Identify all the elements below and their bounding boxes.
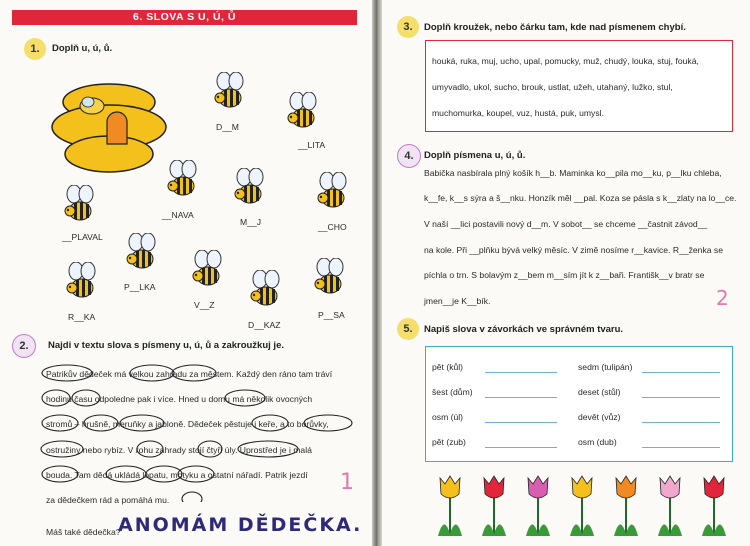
task-number-1: 1. (24, 38, 46, 60)
exercise-prompt: sedm (tulipán) (578, 362, 633, 372)
exercise-prompt: devět (vůz) (578, 412, 621, 422)
answer-line[interactable] (485, 447, 557, 448)
task-number-4: 4. (397, 144, 421, 168)
word-blank: __NAVA (162, 210, 194, 220)
bee-icon (165, 160, 205, 200)
text-line: umyvadlo, ukol, sucho, brouk, ustlat, užeh, utahaný, lužko, stul, (432, 82, 673, 92)
answer-line[interactable] (642, 372, 720, 373)
bee-icon (190, 250, 230, 290)
word-blank: M__J (240, 217, 262, 227)
text-line: píchla o trn. S bolavým z__bem m__sím jít k z__baři. Františk__v bratr se (424, 270, 705, 280)
exercise-prompt: pět (kůl) (432, 362, 464, 372)
text-line: Patrikův dědeček má velkou zahradu za městem. Každý den ráno tam tráví (46, 369, 333, 379)
book-spine (372, 0, 382, 546)
word-blank: P__SA (318, 310, 345, 320)
grade-mark: 2 (716, 286, 729, 310)
answer-line[interactable] (485, 422, 557, 423)
text-line: Babička nasbírala plný košík h__b. Maminka ko__pila mo__ku, p__lku chleba, (424, 168, 722, 178)
task-4-instruction: Doplň písmena u, ú, ů. (424, 150, 526, 161)
text-line: V naší __lici postavili nový d__m. V sobot__ se chceme __častnit závod__ (424, 219, 708, 229)
text-line: stromů – hrušně, meruňky a jabloně. Dědeček pěstuje i keře, a to borůvky, (46, 419, 329, 429)
left-page (0, 0, 372, 546)
text-line: za dědečkem rád a pomáhá mu. (46, 495, 170, 505)
exercise-prompt: šest (dům) (432, 387, 473, 397)
page-title: 6. SLOVA S U, Ú, Ů (12, 10, 357, 25)
word-blank: P__LKA (124, 282, 156, 292)
word-blank: R__KA (68, 312, 96, 322)
text-line: na kole. Při __plňku bývá velký měsíc. V zimě nosíme r__kavice. R__ženka se (424, 245, 724, 255)
beehive-illustration (50, 72, 168, 177)
task-number-3: 3. (397, 16, 419, 38)
answer-line[interactable] (642, 397, 720, 398)
word-blank: __CHO (318, 222, 347, 232)
answer-line[interactable] (485, 372, 557, 373)
grade-mark: 1 (340, 470, 354, 495)
text-line: ostružiny nebo rybíz. V rohu zahrady stojí čtyři úly. Uprostřed je i malá (46, 445, 312, 455)
text-line: houká, ruka, muj, ucho, upal, pomucky, muž, chudý, louka, stuj, fouká, (432, 56, 699, 66)
bee-icon (285, 92, 325, 132)
answer-line[interactable] (485, 397, 557, 398)
bee-icon (62, 185, 102, 225)
task-3-instruction: Doplň kroužek, nebo čárku tam, kde nad písmenem chybí. (424, 22, 686, 33)
exercise-prompt: osm (úl) (432, 412, 464, 422)
question: Máš také dědečka? (46, 527, 121, 537)
text-line: bouda. Tam dědá ukládá lopatu, motyku a ostatní nářadí. Patrik jezdí (46, 470, 308, 480)
bee-icon (124, 233, 164, 273)
text-line: jmen__je K__bík. (424, 296, 491, 306)
tulips-illustration (432, 474, 732, 544)
word-blank: D__M (216, 122, 239, 132)
word-blank: V__Z (194, 300, 215, 310)
word-blank: D__KAZ (248, 320, 281, 330)
text-line: k__fe, k__s sýra a š__nku. Honzík měl __pal. Koza se pásla s k__zlaty na lo__ce. (424, 193, 737, 203)
word-blank: __LITA (298, 140, 326, 150)
word-blank: __PLAVAL (62, 232, 103, 242)
task-2-instruction: Najdi v textu slova s písmeny u, ú, ů a zakroužkuj je. (48, 340, 284, 351)
pencil-circles (40, 362, 360, 502)
bee-icon (315, 172, 355, 212)
task-number-5: 5. (397, 318, 419, 340)
exercise-prompt: deset (stůl) (578, 387, 621, 397)
task-1-instruction: Doplň u, ú, ů. (52, 43, 113, 54)
bee-icon (212, 72, 252, 112)
bee-icon (248, 270, 288, 310)
exercise-prompt: osm (dub) (578, 437, 617, 447)
task-5-instruction: Napiš slova v závorkách ve správném tvaru. (424, 324, 624, 335)
bee-icon (232, 168, 272, 208)
bee-icon (64, 262, 104, 302)
answer-line[interactable] (642, 422, 720, 423)
task-number-2: 2. (12, 334, 36, 358)
exercise-prompt: pět (zub) (432, 437, 466, 447)
text-line: muchomurka, koupel, vuz, hustá, puk, umysl. (432, 108, 604, 118)
bee-icon (312, 258, 352, 298)
answer-line[interactable] (642, 447, 720, 448)
handwritten-answer: ANOMÁM DĚDEČKA. (118, 514, 363, 536)
text-line: hodinu času odpoledne pak i více. Hned u domu má několik ovocných (46, 394, 313, 404)
